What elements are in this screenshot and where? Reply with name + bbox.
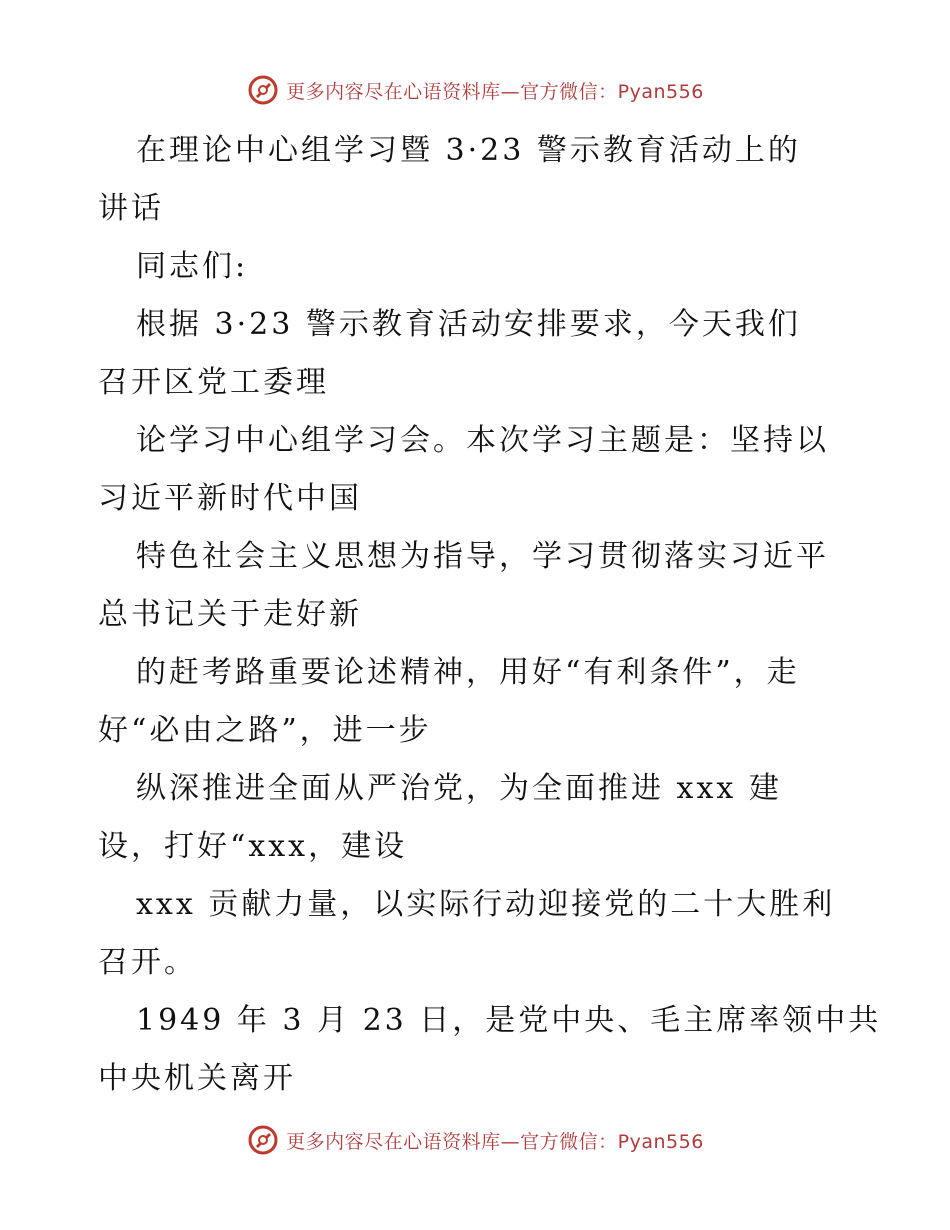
salutation: 同志们:: [136, 249, 249, 284]
paragraph-line: 的赶考路重要论述精神，用好“有利条件”，走: [136, 655, 800, 690]
paragraph-line: 总书记关于走好新: [98, 597, 362, 632]
brand-logo-icon: [246, 73, 280, 107]
paragraph-line: 根据 3·23 警示教育活动安排要求，今天我们: [136, 307, 801, 342]
footer-banner-text: 更多内容尽在心语资料库—官方微信：Pyan556: [286, 1130, 704, 1153]
paragraph-line: 纵深推进全面从严治党，为全面推进 xxx 建: [136, 771, 782, 806]
paragraph-line: 中央机关离开: [98, 1061, 296, 1096]
header-banner-text: 更多内容尽在心语资料库—官方微信：Pyan556: [286, 80, 704, 103]
paragraph-line: xxx 贡献力量，以实际行动迎接党的二十大胜利: [136, 887, 836, 922]
paragraph-line: 习近平新时代中国: [98, 481, 362, 516]
title-line-2: 讲话: [98, 191, 164, 226]
paragraph-line: 召开。: [98, 945, 197, 980]
footer-banner: [0, 1120, 950, 1160]
paragraph-line: 论学习中心组学习会。本次学习主题是：坚持以: [136, 423, 829, 458]
brand-logo-icon: [246, 1123, 280, 1157]
paragraph-line: 召开区党工委理: [98, 365, 329, 400]
paragraph-line: 好“必由之路”，进一步: [98, 713, 432, 748]
header-banner: [0, 70, 950, 110]
paragraph-line: 1949 年 3 月 23 日，是党中央、毛主席率领中共: [136, 1003, 882, 1038]
paragraph-line: 特色社会主义思想为指导，学习贯彻落实习近平: [136, 539, 829, 574]
paragraph-line: 设，打好“xxx，建设: [98, 829, 408, 864]
title-line-1: 在理论中心组学习暨 3·23 警示教育活动上的: [136, 133, 801, 168]
document-body: [98, 122, 882, 1108]
